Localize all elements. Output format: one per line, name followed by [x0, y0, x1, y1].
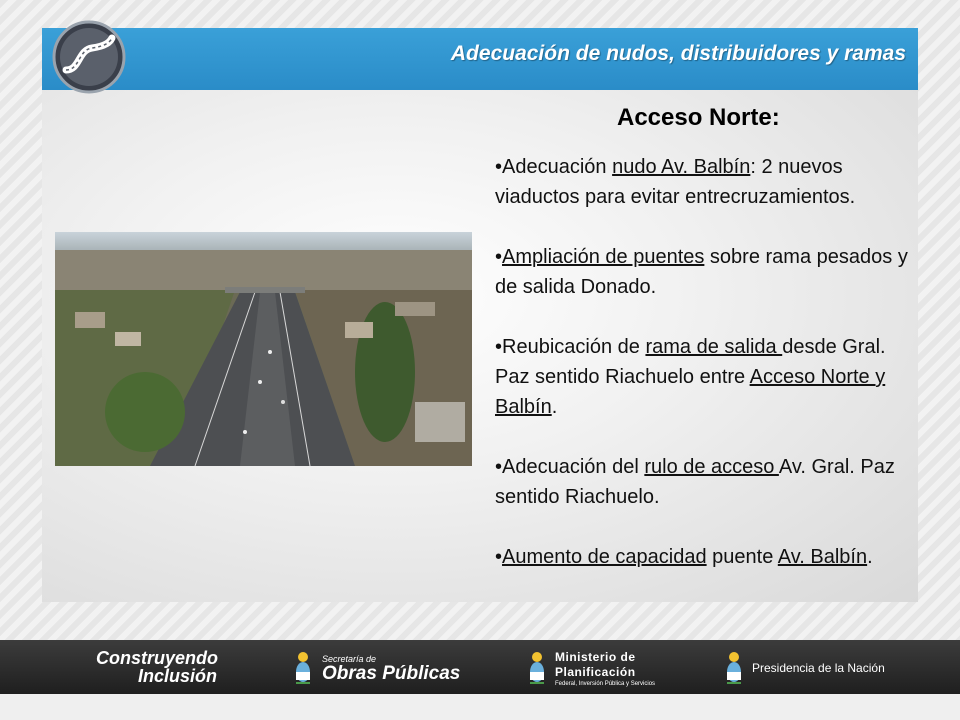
road-logo-icon: [52, 20, 126, 94]
section-heading: Acceso Norte:: [617, 104, 780, 131]
bullet-text: puente: [706, 546, 778, 568]
bullet-text: sobre rama pesados y de salida Donado.: [495, 246, 908, 298]
bullet-item: •Ampliación de puentes sobre rama pesados y de salida Donado.: [495, 246, 908, 298]
obras-publicas-text: Obras Públicas: [322, 663, 461, 684]
bullet-text: : 2 nuevos viaductos para evitar entrecruzamientos.: [495, 156, 856, 208]
presidencia-logo: [752, 661, 885, 675]
secretaria-text: Secretaría de: [322, 654, 377, 664]
highway-aerial-photo: [55, 232, 472, 466]
title-bar: [42, 28, 918, 90]
bullet-item: •Adecuación del rulo de acceso Av. Gral. Paz sentido Riachuelo.: [495, 456, 895, 508]
bullet-link-text: Av. Balbín: [777, 546, 868, 568]
bullet-text: .: [551, 396, 558, 418]
bullet-link-text: Aumento de capacidad: [502, 546, 707, 568]
bullet-text: Adecuación del: [502, 456, 645, 478]
presidencia-text: Presidencia de la Nación: [752, 661, 885, 675]
bullet-text: .: [867, 546, 873, 568]
bullet-link-text: Ampliación de puentes: [502, 246, 705, 268]
bullet-text: Adecuación: [502, 156, 613, 178]
national-emblem-icon: [725, 651, 743, 685]
bullet-link-text: Acceso Norte y Balbín: [495, 366, 886, 418]
bullet-text: desde Gral. Paz sentido Riachuelo entre: [495, 336, 886, 388]
ministerio-text: Ministerio de: [555, 650, 636, 664]
footer-strip: [0, 694, 960, 720]
bullet-link-text: nudo Av. Balbín: [612, 156, 751, 178]
bullet-list: [495, 152, 915, 602]
construyendo-inclusion-logo: [96, 649, 218, 685]
bullet-link-text: rulo de acceso: [644, 456, 779, 478]
bullet-text: Av. Gral. Paz sentido Riachuelo.: [495, 456, 895, 508]
bullet-item: •Aumento de capacidad puente Av. Balbín.: [495, 546, 873, 568]
bullet-item: •Reubicación de rama de salida desde Gral. Paz sentido Riachuelo entre Acceso Norte y Balbín.: [495, 336, 886, 418]
construyendo-text: Construyendo: [96, 648, 219, 668]
bullet-link-text: rama de salida: [645, 336, 783, 358]
national-emblem-icon: [528, 651, 546, 685]
inclusion-text: Inclusión: [138, 666, 218, 686]
bullet-text: Reubicación de: [502, 336, 646, 358]
secretaria-obras-publicas-logo: [322, 654, 460, 684]
ministerio-subtitle: Federal, Inversión Pública y Servicios: [555, 681, 656, 687]
planificacion-text: Planificación: [555, 665, 636, 679]
ministerio-planificacion-logo: [555, 650, 655, 688]
slide-title: Adecuación de nudos, distribuidores y ramas: [450, 42, 906, 65]
national-emblem-icon: [294, 651, 312, 685]
bullet-item: •Adecuación nudo Av. Balbín: 2 nuevos viaductos para evitar entrecruzamientos.: [495, 156, 856, 208]
